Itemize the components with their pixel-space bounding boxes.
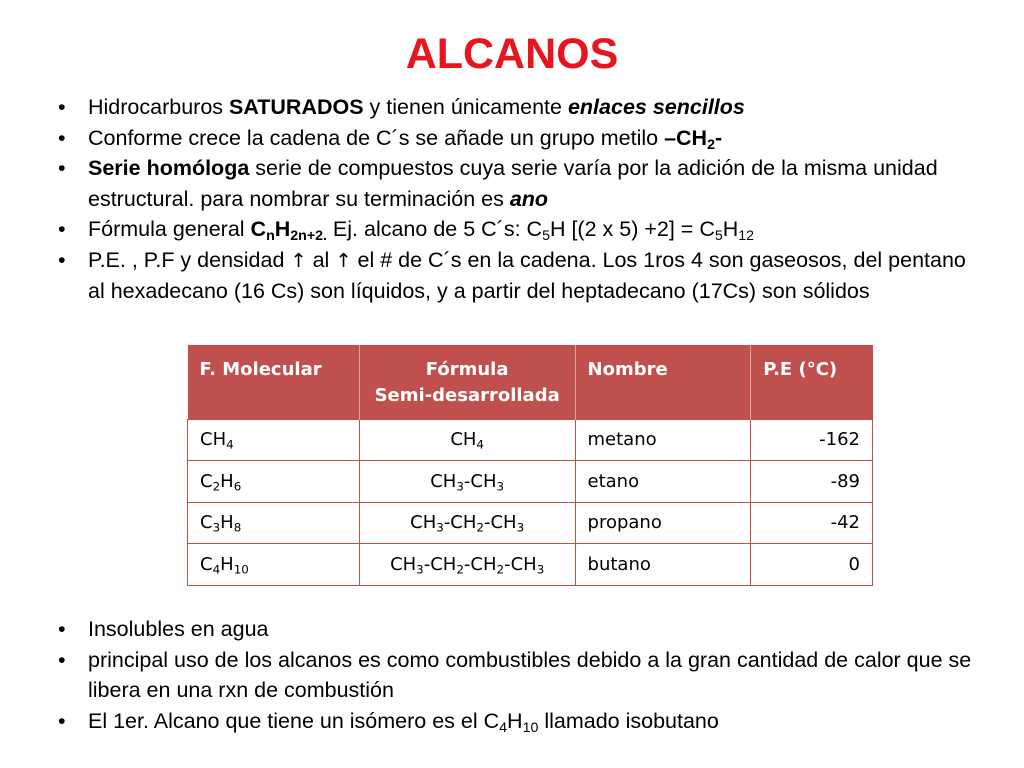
bullet-insolubles: • Insolubles en agua — [58, 614, 978, 645]
header-nombre: Nombre — [575, 345, 751, 419]
cell-pe: -42 — [751, 502, 873, 544]
cell-name: propano — [575, 502, 751, 544]
cell-molecular: $C_2H_6$ — [188, 461, 360, 503]
bullet-propiedades: • P.E. , P.F y densidad ↑ al ↑ el # de C´s en la cadena. Los 1ros 4 son gaseosos, del pentano al hexadecano (16 Cs) son líquidos, y a partir del heptadecano (17Cs) son sólidos — [58, 245, 978, 307]
bullet-isomero: • El 1er. Alcano que tiene un isómero es el $C_4H_{10}$ llamado isobutano — [58, 706, 978, 737]
bullet-saturados: • Hidrocarburos SATURADOS y tienen únicamente enlaces sencillos — [58, 92, 978, 123]
bullet-formula-general: • Fórmula general $C_nH_{2n+2.}$ Ej. alcano de 5 C´s: $C_5H$ [(2 x $5) +2] = C_5H_{12}$ — [58, 214, 978, 245]
cell-semi: $CH_3-CH_3$ — [359, 461, 575, 503]
table-row — [188, 544, 873, 586]
bullet-serie-homologa: • Serie homóloga serie de compuestos cuya serie varía por la adición de la misma unidad estructural. para nombrar su terminación es ano — [58, 153, 978, 214]
header-f-molecular: F. Molecular — [188, 345, 360, 419]
cell-semi: $CH_3-CH_2-CH_2-CH_3$ — [359, 544, 575, 586]
bullet-metilo: • Conforme crece la cadena de C´s se añade un grupo metilo $-CH_2-$ — [58, 123, 978, 154]
bullet-uso-principal: • principal uso de los alcanos es como combustibles debido a la gran cantidad de calor que se libera en una rxn de combustión — [58, 645, 978, 706]
slide-title: ALCANOS — [405, 30, 619, 78]
arrow-up-icon: ↑ — [335, 248, 352, 272]
cell-pe: 0 — [751, 544, 873, 586]
arrow-up-icon: ↑ — [290, 248, 307, 272]
cell-name: metano — [575, 419, 751, 461]
bullet-list-bottom — [58, 614, 978, 736]
bullet-list-top — [58, 92, 978, 307]
cell-semi: $CH_4$ — [359, 419, 575, 461]
table-row — [188, 419, 873, 461]
cell-molecular: $CH_4$ — [188, 419, 360, 461]
table-row — [188, 502, 873, 544]
cell-pe: -89 — [751, 461, 873, 503]
table-header-row — [188, 345, 873, 419]
table-row — [188, 461, 873, 503]
cell-name: butano — [575, 544, 751, 586]
cell-molecular: $C_3H_8$ — [188, 502, 360, 544]
header-pe: P.E (°C) — [751, 345, 873, 419]
cell-pe: -162 — [751, 419, 873, 461]
cell-name: etano — [575, 461, 751, 503]
alkanes-table — [187, 345, 873, 586]
cell-molecular: $C_4H_{10}$ — [188, 544, 360, 586]
header-formula: Fórmula Semi-desarrollada — [359, 345, 575, 419]
cell-semi: $CH_3-CH_2-CH_3$ — [359, 502, 575, 544]
